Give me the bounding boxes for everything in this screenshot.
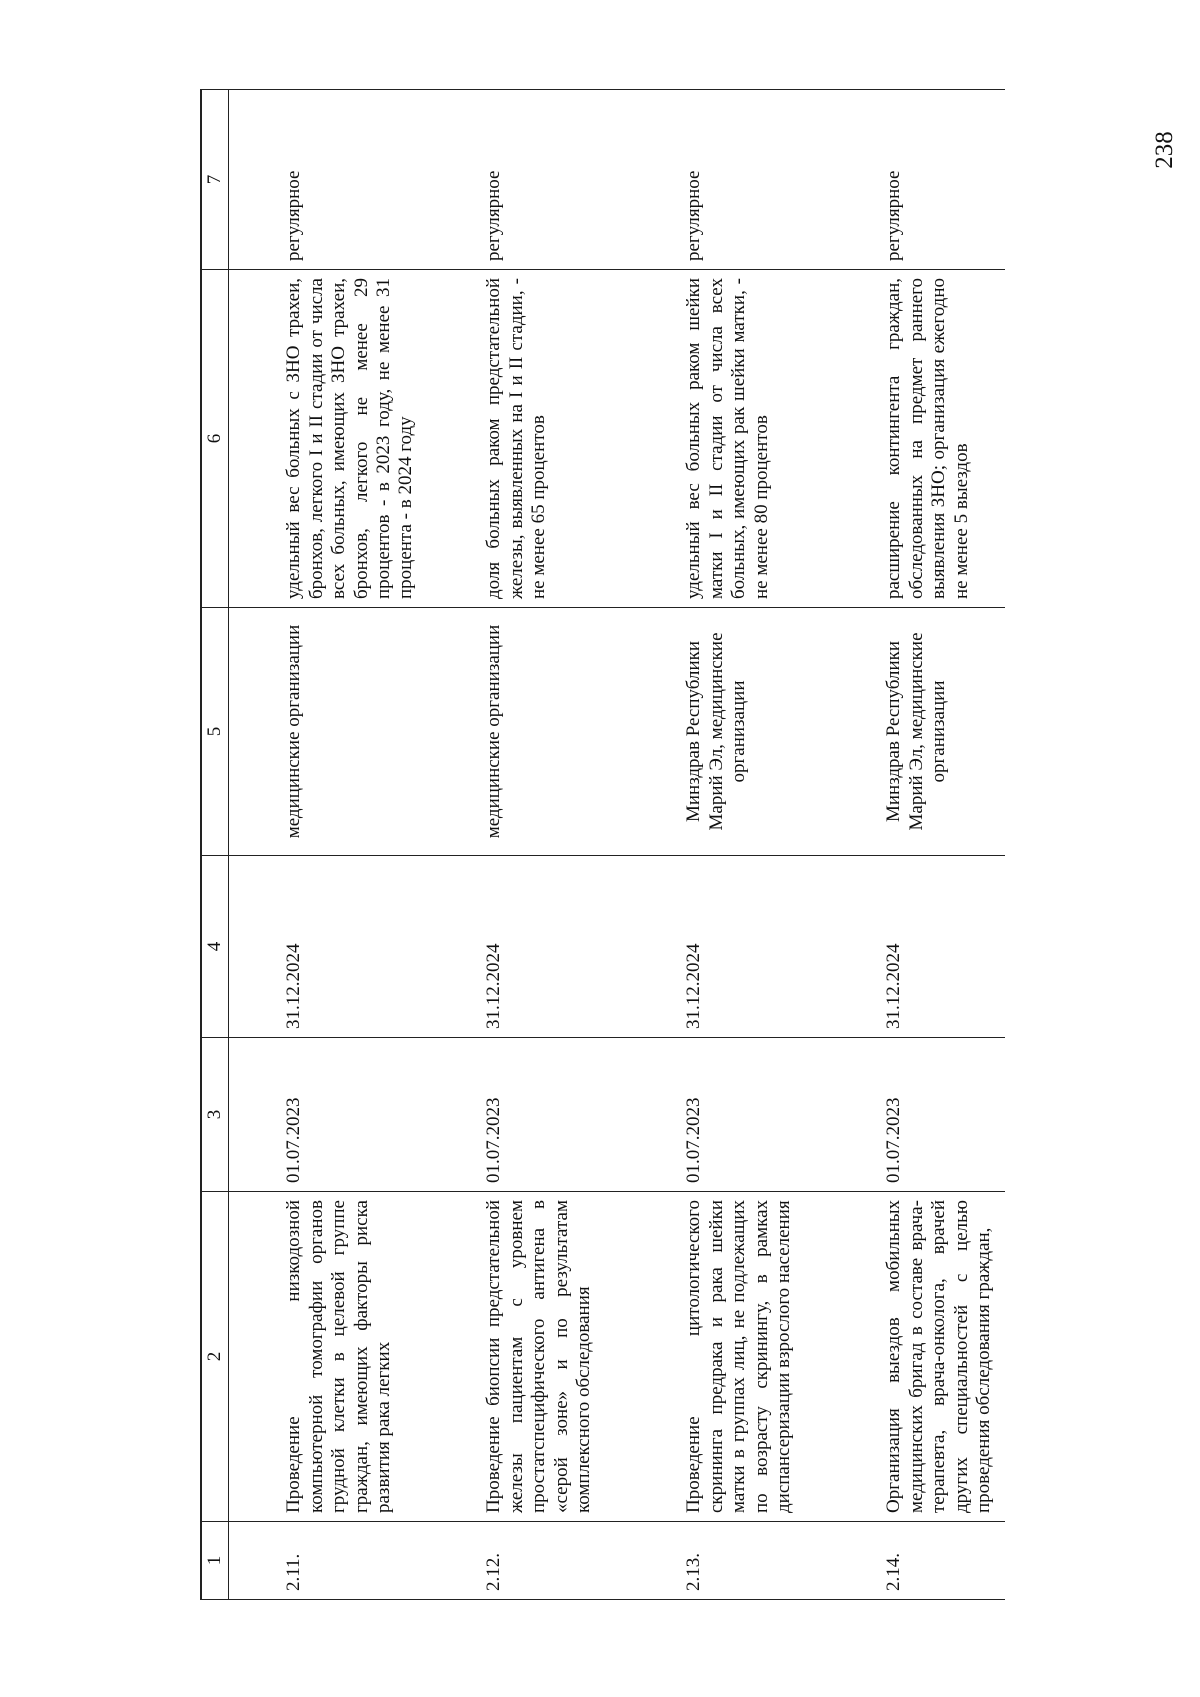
periodicity: регулярное (229, 90, 430, 270)
expected-result: доля больных раком предстательной железы, выявленных на I и II стадии, - не менее 65 процентов (429, 270, 629, 608)
periodicity: регулярное (629, 90, 829, 270)
rotated-table-wrapper (200, 90, 1020, 1600)
expected-result: удельный вес больных раком шейки матки I и II стадии от числа всех больных, имеющих рак шейки матки, - не менее 80 процентов (629, 270, 829, 608)
row-number: 2.11. (229, 1522, 430, 1600)
column-header: 4 (201, 856, 229, 1038)
executor: медицинские организации (429, 608, 629, 856)
periodicity: регулярное (429, 90, 629, 270)
end-date: 31.12.2024 (629, 856, 829, 1038)
start-date: 01.07.2023 (829, 1038, 1005, 1192)
executor: Минздрав Республики Марий Эл, медицинские организации (829, 608, 1005, 856)
expected-result: расширение контингента граждан, обследованных на предмет раннего выявления ЗНО; организация ежегодно не менее 5 выездов (829, 270, 1005, 608)
measure-description: Проведение низкодозной компьютерной томографии органов грудной клетки в целевой группе граждан, имеющих факторы риска развития рака легких (229, 1192, 430, 1522)
row-number: 2.13. (629, 1522, 829, 1600)
end-date: 31.12.2024 (229, 856, 430, 1038)
start-date: 01.07.2023 (229, 1038, 430, 1192)
measures-table (200, 89, 1005, 1600)
row-number: 2.14. (829, 1522, 1005, 1600)
table-row (429, 90, 629, 1600)
measure-description: Проведение цитологического скрининга предрака и рака шейки матки в группах лиц, не подлежащих по возрасту скринингу, в рамках диспансеризации взрослого населения (629, 1192, 829, 1522)
end-date: 31.12.2024 (429, 856, 629, 1038)
start-date: 01.07.2023 (429, 1038, 629, 1192)
column-header: 5 (201, 608, 229, 856)
measure-description: Проведение биопсии предстательной железы пациентам с уровнем простатспецифического антигена в «серой зоне» и по результатам комплексного обследования (429, 1192, 629, 1522)
executor: Минздрав Республики Марий Эл, медицинские организации (629, 608, 829, 856)
header-row (201, 90, 229, 1600)
row-number: 2.12. (429, 1522, 629, 1600)
column-header: 7 (201, 90, 229, 270)
column-header: 1 (201, 1522, 229, 1600)
table-row (629, 90, 829, 1600)
table-row (229, 90, 430, 1600)
column-header: 2 (201, 1192, 229, 1522)
column-header: 6 (201, 270, 229, 608)
column-header: 3 (201, 1038, 229, 1192)
measure-description: Организация выездов мобильных медицинских бригад в составе врача-терапевта, врача-онколога, врачей других специальностей с целью проведения обследования граждан, (829, 1192, 1005, 1522)
periodicity: регулярное (829, 90, 1005, 270)
end-date: 31.12.2024 (829, 856, 1005, 1038)
expected-result: удельный вес больных с ЗНО трахеи, бронхов, легкого I и II стадии от числа всех больных, имеющих ЗНО трахеи, бронхов, легкого не менее 29 процентов - в 2023 году, не менее 31 процента - в 2024 году (229, 270, 430, 608)
executor: медицинские организации (229, 608, 430, 856)
table-row (829, 90, 1005, 1600)
start-date: 01.07.2023 (629, 1038, 829, 1192)
page-number: 238 (1150, 131, 1178, 169)
